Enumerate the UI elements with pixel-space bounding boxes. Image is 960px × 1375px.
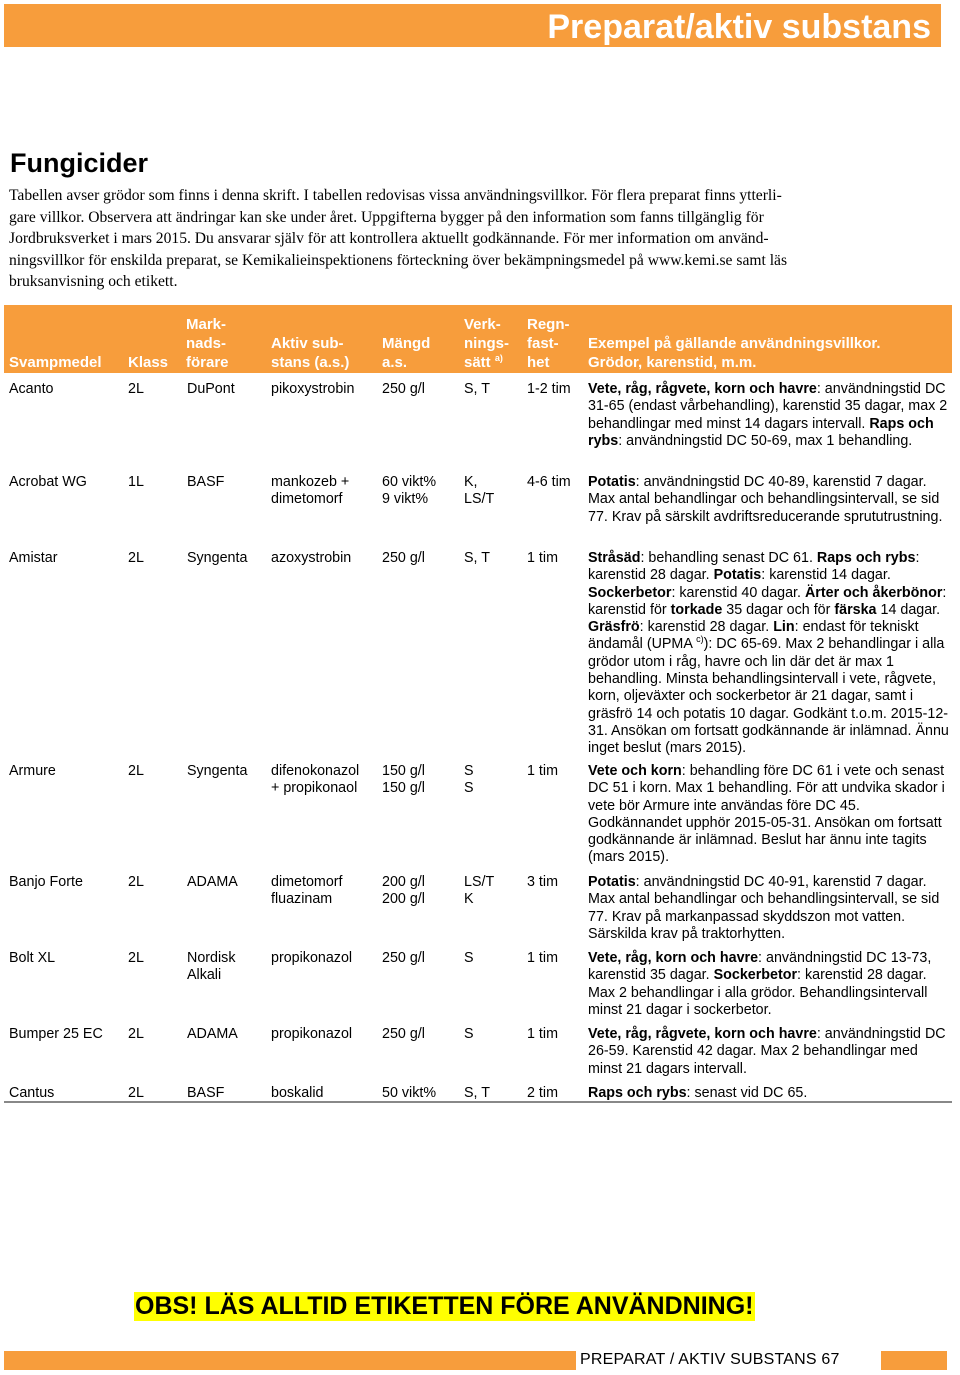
cell-regnfasthet: 4-6 tim: [527, 474, 571, 490]
cell-marknadsforare: ADAMA: [187, 874, 238, 890]
crop-name: Potatis: [588, 874, 636, 890]
header-marknadsforare: Mark- nads- förare: [186, 316, 229, 371]
cell-verkningssatt: S S: [464, 763, 474, 797]
cell-exempel: [588, 1085, 950, 1102]
cell-svampmedel: Acrobat WG: [9, 474, 87, 490]
cell-marknadsforare: ADAMA: [187, 1026, 238, 1042]
cell-klass: 2L: [128, 381, 144, 397]
cell-aktiv-substans: pikoxystrobin: [271, 381, 355, 397]
table-row: [0, 466, 960, 542]
intro-line: Tabellen avser grödor som finns i denna skrift. I tabellen redovisas vissa användningsvillkor. För flera preparat finns ytterli-: [9, 187, 782, 204]
cell-verkningssatt: K, LS/T: [464, 474, 495, 508]
header-mangd: Mängd a.s.: [382, 335, 431, 371]
cell-verkningssatt: LS/T K: [464, 874, 495, 908]
cell-mangd: 50 vikt%: [382, 1085, 437, 1101]
footer-page-label: PREPARAT / AKTIV SUBSTANS 67: [580, 1351, 840, 1368]
cell-exempel: [588, 474, 950, 526]
table-row: [0, 755, 960, 866]
crop-name: Gräsfrö: [588, 619, 640, 636]
condition-text: : behandling senast DC 61.: [640, 550, 817, 566]
cell-mangd: 250 g/l: [382, 550, 425, 566]
cell-aktiv-substans: difenokonazol + propikonaol: [271, 763, 360, 797]
condition-text: : karenstid för: [588, 584, 947, 618]
cell-svampmedel: Bumper 25 EC: [9, 1026, 103, 1042]
header-aktiv-substans: Aktiv sub- stans (a.s.): [271, 335, 350, 371]
cell-marknadsforare: DuPont: [187, 381, 235, 397]
cell-svampmedel: Banjo Forte: [9, 874, 83, 890]
crop-name: Sockerbetor: [588, 584, 672, 601]
section-title: Fungicider: [10, 148, 149, 178]
crop-name: torkade: [670, 601, 723, 618]
footer-bar: [4, 1351, 576, 1370]
table-row: [0, 942, 960, 1018]
condition-text: : karenstid 28 dagar.: [588, 550, 920, 584]
condition-text: : behandling före DC 61 i vete och senast DC 51 i korn. Max 1 behandling. För att undvika skador i vete bör Armure inte användas före DC 45. Godkännandet upphör 2015-05-31. Ansökan om fortsatt godkännande är inlämnad. Beslut har ännu inte tagits (mars 2015).: [588, 763, 945, 866]
page-title: Preparat/aktiv substans: [547, 8, 931, 46]
cell-regnfasthet: 1 tim: [527, 550, 558, 566]
condition-text: : användningstid DC 40-89, karenstid 7 dagar. Max antal behandlingar och behandlingsintervall, se sid 77. Krav på särskilt avdriftsreducerande sprututrustning.: [588, 474, 943, 525]
crop-name: Lin: [773, 619, 795, 636]
cell-svampmedel: Cantus: [9, 1085, 55, 1101]
cell-svampmedel: Amistar: [9, 550, 58, 566]
condition-text: 35 dagar och för: [722, 601, 835, 618]
crop-name: Potatis: [713, 567, 762, 584]
cell-exempel: [588, 550, 950, 758]
cell-klass: 2L: [128, 763, 144, 779]
cell-regnfasthet: 1-2 tim: [527, 381, 571, 397]
intro-line: Jordbruksverket i mars 2015. Du ansvarar själv för att kontrollera aktuellt godkännande. För mer information om använd-: [9, 230, 769, 247]
header-verkningssatt: [464, 315, 509, 372]
condition-text: : karenstid 28 dagar. Max 2 behandlingar i alla grödor. Behandlingsintervall minst 21 dagar i sockerbetor.: [588, 967, 928, 1018]
cell-exempel: [588, 874, 950, 943]
crop-name: Vete, råg, korn och havre: [588, 950, 759, 966]
cell-svampmedel: Bolt XL: [9, 950, 56, 966]
condition-text: : användningstid DC 13-73, karenstid 35 dagar.: [588, 950, 932, 984]
condition-text: : användningstid DC 31-65 (endast vårbehandling), karenstid 35 dagar, max 2 behandlingar med minst 14 dagars intervall.: [588, 381, 948, 432]
crop-name: Sockerbetor: [713, 967, 798, 984]
cell-regnfasthet: 1 tim: [527, 763, 558, 779]
cell-mangd: 200 g/l 200 g/l: [382, 874, 425, 908]
cell-exempel: [588, 381, 950, 450]
cell-verkningssatt: S, T: [464, 1085, 490, 1101]
cell-verkningssatt: S, T: [464, 381, 490, 397]
cell-klass: 2L: [128, 874, 144, 890]
cell-mangd: 250 g/l: [382, 381, 425, 397]
cell-aktiv-substans: boskalid: [271, 1085, 324, 1101]
condition-text: : karenstid 40 dagar.: [671, 584, 805, 601]
intro-line: ningsvillkor för enskilda preparat, se Kemikalieinspektionens förteckning över bekämpningsmedel på www.kemi.se samt läs: [9, 251, 788, 269]
cell-regnfasthet: 1 tim: [527, 1026, 558, 1042]
cell-svampmedel: Acanto: [9, 381, 54, 397]
cell-klass: 1L: [128, 474, 144, 490]
crop-name: Potatis: [588, 474, 636, 490]
crop-name: Ärter och åkerbönor: [804, 584, 943, 601]
crop-name: Vete, råg, rågvete, korn och havre: [588, 1026, 817, 1042]
cell-marknadsforare: Nordisk Alkali: [187, 950, 236, 984]
condition-text: : senast vid DC 65.: [686, 1085, 808, 1101]
crop-name: Vete, råg, rågvete, korn och havre: [588, 381, 817, 397]
crop-name: Raps och rybs: [816, 550, 916, 566]
footer-bar: [881, 1351, 947, 1370]
cell-aktiv-substans: propikonazol: [271, 1026, 353, 1042]
condition-text: : användningstid DC 50-69, max 1 behandling.: [618, 432, 913, 449]
header-verkningssatt-label: Verk- nings- sätt: [464, 316, 509, 371]
intro-line: gare villkor. Observera att ändringar kan ske under året. Uppgifterna bygger på den information som fanns tillgänglig för: [9, 208, 764, 226]
header-klass: Klass: [128, 354, 169, 371]
cell-regnfasthet: 3 tim: [527, 874, 558, 890]
condition-text: : användningstid DC 40-91, karenstid 7 dagar. Max antal behandlingar och behandlingsintervall, se sid 77. Krav på markanpassad skyddszon mot vatten. Särskilda krav på traktorhytten.: [588, 874, 940, 942]
condition-text: 14 dagar.: [876, 601, 941, 618]
condition-text: : karenstid 28 dagar.: [639, 619, 774, 636]
condition-text: : endast för tekniskt ändamål (UPMA: [588, 619, 919, 653]
cell-verkningssatt: S: [464, 1026, 474, 1042]
cell-mangd: 150 g/l 150 g/l: [382, 763, 425, 797]
intro-line: bruksanvisning och etikett.: [9, 273, 178, 290]
cell-verkningssatt: S: [464, 950, 474, 966]
cell-klass: 2L: [128, 550, 144, 566]
cell-exempel: [588, 1026, 950, 1078]
intro-text: [9, 185, 949, 293]
crop-name: Vete och korn: [588, 763, 682, 779]
cell-klass: 2L: [128, 950, 144, 966]
table-bottom-rule: [4, 1101, 952, 1103]
cell-klass: 2L: [128, 1085, 144, 1101]
table-row: [0, 542, 960, 755]
cell-marknadsforare: Syngenta: [187, 763, 248, 779]
cell-marknadsforare: Syngenta: [187, 550, 248, 566]
header-bar: [4, 4, 941, 47]
cell-mangd: 250 g/l: [382, 950, 425, 966]
table-row: [0, 1077, 960, 1102]
cell-aktiv-substans: azoxystrobin: [271, 550, 352, 566]
cell-regnfasthet: 1 tim: [527, 950, 558, 966]
crop-name: Stråsäd: [588, 550, 641, 566]
condition-text: ): DC 65-69. Max 2 behandlingar i alla grödor utom i råg, havre och lin där det är max 1 behandling. Minsta behandlingsintervall i vete, rågvete, korn, oljeväxter och sockerbetor är 21 dagar, samt i gräsfrö 14 och potatis 10 dagar. Godkänt t.o.m. 2015-12-31. Ansökan om fortsatt godkännande är inlämnad. Ännu inget beslut (mars 2015).: [588, 636, 949, 757]
table-header: [4, 305, 952, 373]
notice-banner: OBS! LÄS ALLTID ETIKETTEN FÖRE ANVÄNDNING!: [135, 1292, 754, 1320]
header-footnote: a): [494, 353, 503, 363]
cell-svampmedel: Armure: [9, 763, 56, 779]
crop-name: Raps och rybs: [588, 1085, 687, 1101]
cell-exempel: [588, 763, 950, 867]
header-regnfasthet: Regn- fast- het: [527, 316, 570, 371]
cell-aktiv-substans: mankozeb + dimetomorf: [271, 474, 350, 508]
cell-aktiv-substans: propikonazol: [271, 950, 353, 966]
cell-klass: 2L: [128, 1026, 144, 1042]
cell-mangd: 60 vikt% 9 vikt%: [382, 474, 437, 508]
cell-marknadsforare: BASF: [187, 1085, 225, 1101]
table-row: [0, 1018, 960, 1077]
cell-exempel: [588, 950, 950, 1019]
table-row: [0, 866, 960, 942]
header-svampmedel: Svampmedel: [9, 354, 102, 371]
cell-marknadsforare: BASF: [187, 474, 225, 490]
cell-mangd: 250 g/l: [382, 1026, 425, 1042]
table-row: [0, 373, 960, 466]
condition-text: : karenstid 14 dagar.: [761, 567, 891, 584]
cell-regnfasthet: 2 tim: [527, 1085, 558, 1101]
header-exempel: Exempel på gällande användningsvillkor. Grödor, karenstid, m.m.: [588, 335, 881, 371]
condition-text: : användningstid DC 26-59. Karenstid 42 dagar. Max 2 behandlingar med minst 21 dagars intervall.: [588, 1026, 946, 1077]
cell-aktiv-substans: dimetomorf fluazinam: [271, 874, 343, 908]
cell-verkningssatt: S, T: [464, 550, 490, 566]
crop-name: färska: [834, 601, 877, 618]
footnote-marker: c): [696, 634, 704, 645]
crop-name: Raps och rybs: [588, 415, 934, 449]
